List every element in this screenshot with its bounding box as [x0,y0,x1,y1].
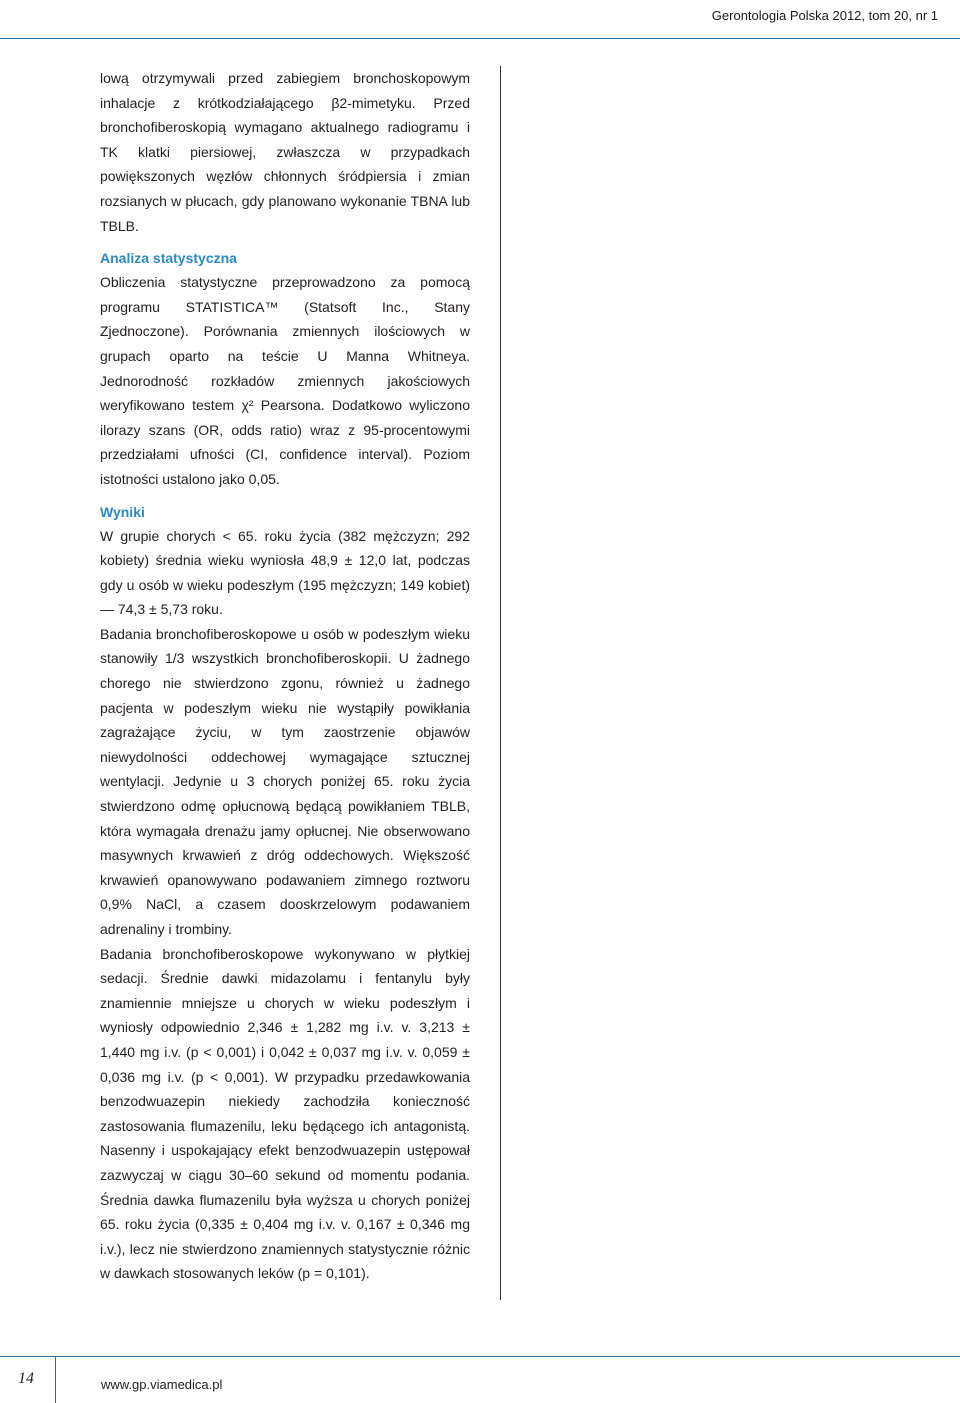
page-header [0,0,960,39]
section-heading: Wyniki [100,503,145,520]
paragraph: W grupie chorych < 65. roku życia (382 mężczyzn; 292 kobiety) średnia wieku wyniosła 48,9 ± 12,0 lat, podczas gdy u osób w wieku podeszłym (195 mężczyzn; 149 kobiet) — 74,3 ± 5,73 roku. [100,527,470,618]
journal-header: Gerontologia Polska 2012, tom 20, nr 1 [711,8,938,23]
page-number: 14 [18,1370,34,1387]
paragraph: lową otrzymywali przed zabiegiem bronchoskopowym inhalacje z krótkodziałającego β2-mimetyku. Przed bronchofiberoskopią wymagano aktualnego radiogramu i TK klatki piersiowej, zwłaszcza w przypadkach powiększonych węzłów chłonnych śródpiersia i zmian rozsianych w płucach, gdy planowano wykonanie TBNA lub TBLB. [100,70,470,234]
paragraph: Badania bronchofiberoskopowe wykonywano w płytkiej sedacji. Średnie dawki midazolamu i fentanylu były znamiennie mniejsze u chorych w wieku podeszłym i wyniosły odpowiednio 2,346 ± 1,282 mg i.v. v. 3,213 ± 1,440 mg i.v. (p < 0,001) i 0,042 ± 0,037 mg i.v. v. 0,059 ± 0,036 mg i.v. (p < 0,001). W przypadku przedawkowania benzodwuazepin niekiedy zachodziła konieczność zastosowania flumazenilu, leku będącego ich antagonistą. Nasenny i uspokajający efekt benzodwuazepin ustępował zazwyczaj w ciągu 30–60 sekund od momentu podania. Średnia dawka flumazenilu była wyższa u chorych poniżej 65. roku życia (0,335 ± 0,404 mg i.v. v. 0,167 ± 0,346 mg i.v.), lecz nie stwierdzono znamiennych statystycznie różnic w dawkach stosowanych leków (p = 0,101). [100,945,470,1282]
footer-line [0,1356,960,1357]
paragraph: Obliczenia statystyczne przeprowadzono za pomocą programu STATISTICA™ (Statsoft Inc., Stany Zjednoczone). Porównania zmiennych ilościowych w grupach oparto na teście U Manna Whitneya. Jednorodność rozkładów zmiennych jakościowych weryfikowano testem χ² Pearsona. Dodatkowo wyliczono ilorazy szans (OR, odds ratio) wraz z 95-procentowymi przedziałami ufności (CI, confidence interval). Poziom istotności ustalono jako 0,05. [100,274,470,487]
paragraph: Badania bronchofiberoskopowe u osób w podeszłym wieku stanowiły 1/3 wszystkich bronchofiberoskopii. U żadnego chorego nie stwierdzono zgonu, również u żadnego pacjenta w podeszłym wieku nie wystąpiły powikłania zagrażające życiu, w tym zaostrzenie objawów niewydolności oddechowej wymagające sztucznej wentylacji. Jedynie u 3 chorych poniżej 65. roku życia stwierdzono odmę opłucnową będącą powikłaniem TBLB, która wymagała drenażu jamy opłucnej. Nie obserwowano masywnych krwawień z dróg oddechowych. Większość krwawień opanowywano podawaniem zimnego roztworu 0,9% NaCl, a czasem dooskrzelowym podawaniem adrenaliny i trombiny. [100,625,470,937]
left-column [100,66,470,1286]
column-divider [500,66,501,1300]
journal-website[interactable]: www.gp.viamedica.pl [101,1377,223,1392]
section-heading: Analiza statystyczna [100,250,237,267]
